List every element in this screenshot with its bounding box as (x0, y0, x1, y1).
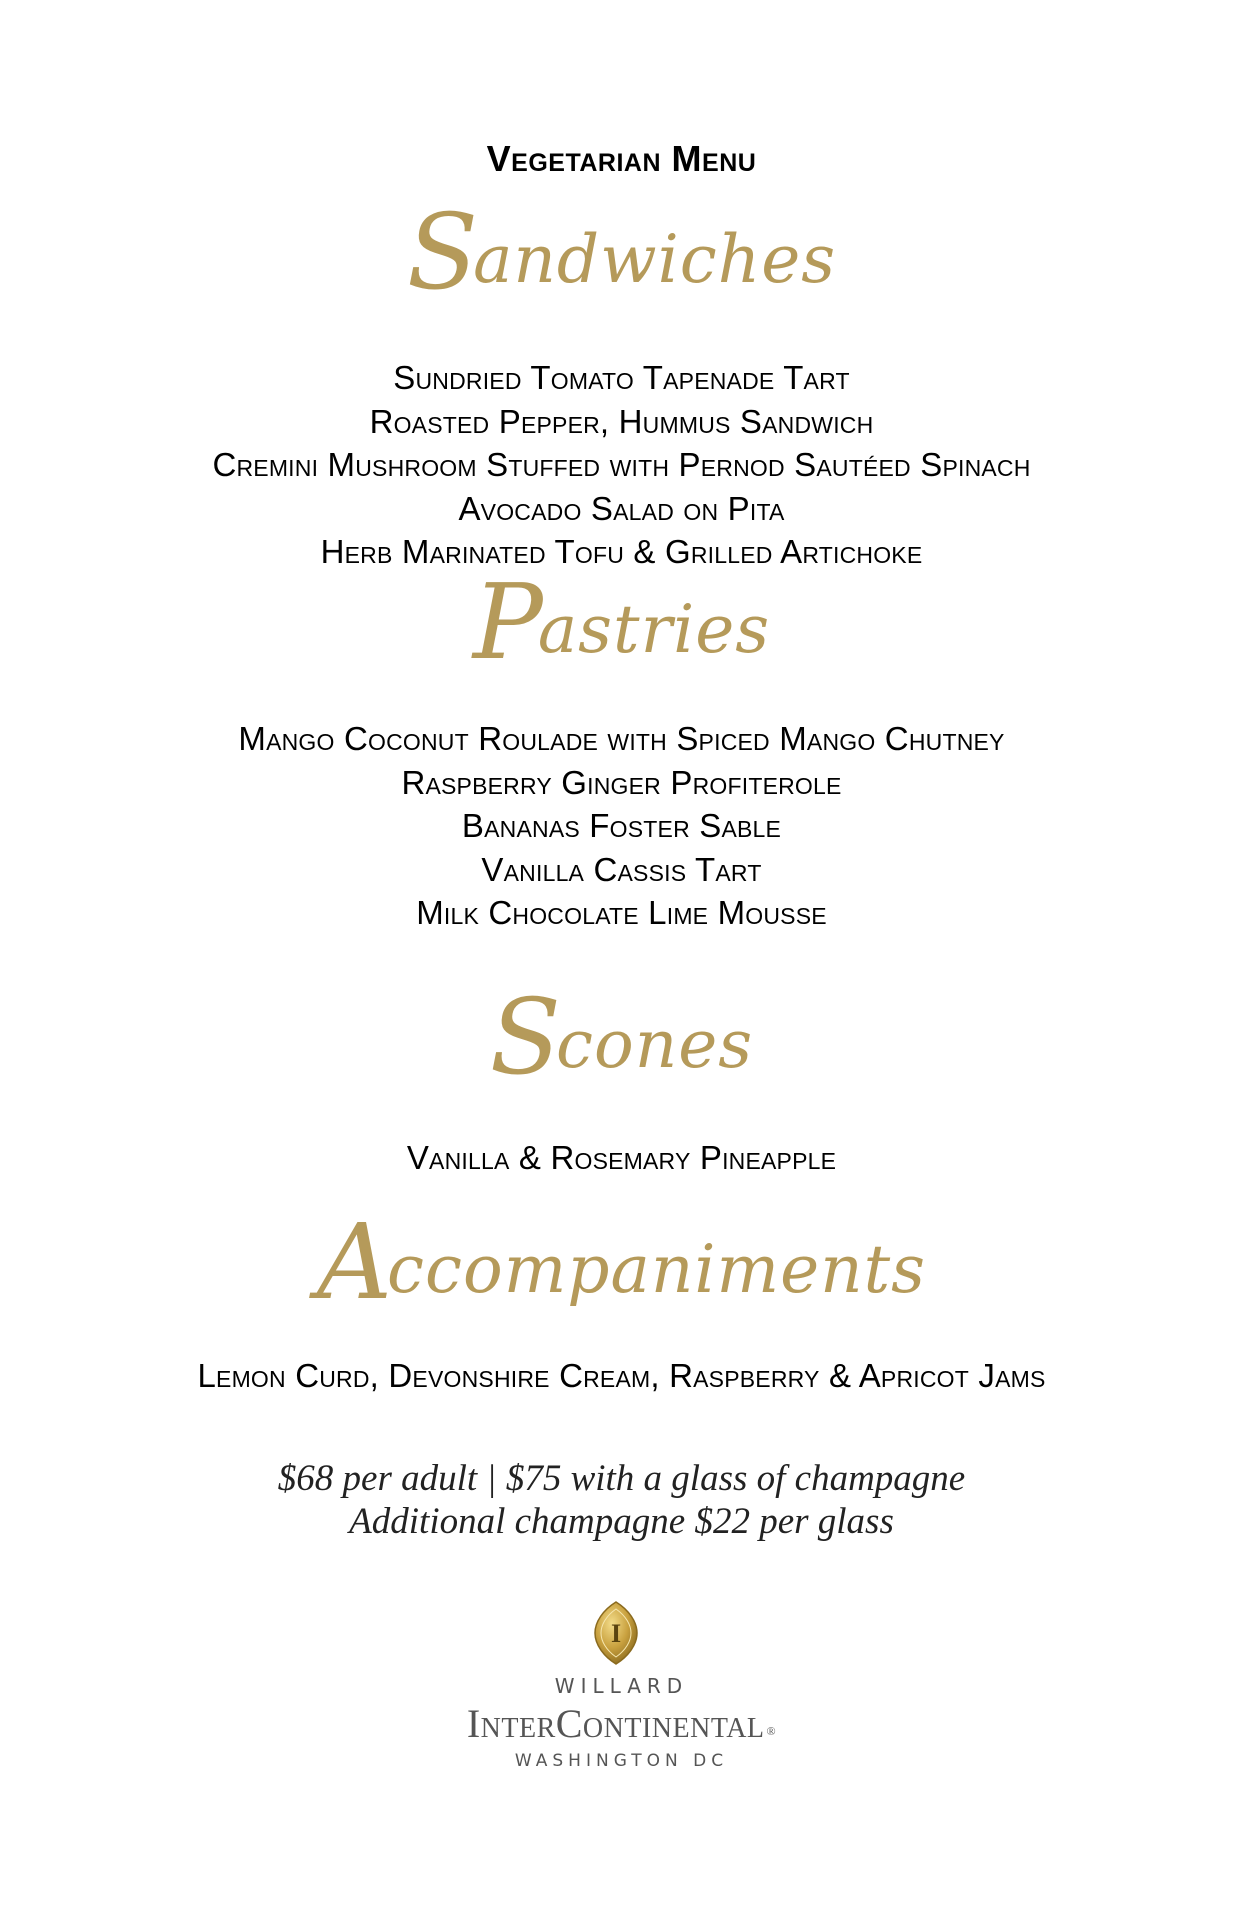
section-heading-pastries (0, 561, 1243, 683)
list-item: Mango Coconut Roulade with Spiced Mango Chutney (238, 720, 1005, 757)
heading-initial: A (316, 1201, 394, 1323)
section-heading-accompaniments (0, 1201, 1243, 1323)
heading-rest: cones (556, 1006, 754, 1083)
heading-initial: P (472, 561, 544, 683)
menu-title: Vegetarian Menu (486, 138, 757, 179)
list-item: Vanilla Cassis Tart (481, 850, 762, 888)
list-item: Vanilla & Rosemary Pineapple (406, 1139, 837, 1176)
scones-list (0, 1136, 1243, 1180)
intercontinental-emblem-icon (591, 1600, 641, 1666)
logo-intercontinental (0, 1700, 1243, 1747)
list-item: Avocado Salad on Pita (458, 489, 785, 527)
list-item: Bananas Foster Sable (461, 807, 782, 844)
logo-washington-dc: WASHINGTON DC (514, 1751, 729, 1771)
list-item: Herb Marinated Tofu & Grilled Artichoke (320, 533, 923, 570)
pricing (0, 1457, 1243, 1543)
registered-mark: ® (766, 1724, 777, 1738)
list-item: Roasted Pepper, Hummus Sandwich (369, 402, 874, 440)
heading-rest: ccompaniments (387, 1231, 927, 1308)
price-line: $68 per adult | $75 with a glass of champagne (277, 1458, 966, 1499)
heading-rest: astries (537, 591, 771, 668)
pastries-list (0, 717, 1243, 935)
accompaniments-list (0, 1354, 1243, 1398)
heading-initial: S (489, 976, 563, 1098)
list-item: Cremini Mushroom Stuffed with Pernod Sautéed Spinach (212, 446, 1031, 483)
emblem-letter: I (610, 1619, 622, 1648)
list-item: Raspberry Ginger Profiterole (401, 763, 842, 801)
list-item: Sundried Tomato Tapenade Tart (393, 359, 850, 396)
list-item: Milk Chocolate Lime Mousse (416, 894, 827, 931)
section-heading-scones (0, 976, 1243, 1098)
heading-rest: andwiches (473, 221, 837, 298)
logo-willard: WILLARD (554, 1674, 689, 1698)
champagne-price-line: Additional champagne $22 per glass (349, 1501, 894, 1542)
section-heading-sandwiches (0, 191, 1243, 313)
sandwiches-list (0, 356, 1243, 574)
logo-brand-name: InterContinental (466, 1701, 765, 1746)
list-item: Lemon Curd, Devonshire Cream, Raspberry & Apricot Jams (197, 1357, 1046, 1394)
heading-initial: S (406, 191, 480, 313)
